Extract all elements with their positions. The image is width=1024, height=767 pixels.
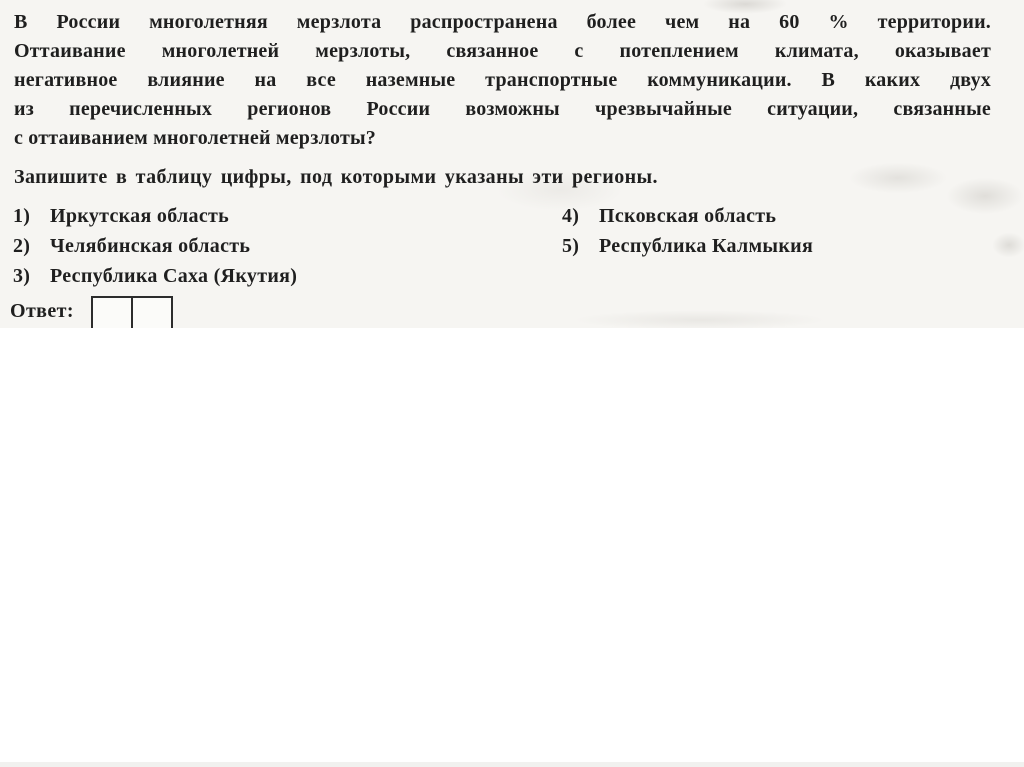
answer-cell-1: [93, 298, 133, 328]
option-number: 1): [13, 205, 31, 227]
option-item-4: [562, 201, 813, 231]
option-item-2: [13, 231, 297, 261]
question-text: [14, 8, 991, 153]
question-line: негативное влияние на все наземные транспортные коммуникации. В каких двух: [14, 69, 991, 91]
answer-table: [91, 296, 173, 328]
question-line: Оттаивание многолетней мерзлоты, связанное с потеплением климата, оказывает: [14, 40, 991, 62]
question-line: из перечисленных регионов России возможны чрезвычайные ситуации, связанные: [14, 98, 991, 120]
option-number: 5): [562, 235, 580, 257]
scanned-exam-page: [0, 0, 1024, 328]
answer-label: Ответ:: [10, 300, 74, 322]
option-item-5: [562, 231, 813, 261]
options-column-left: [13, 201, 297, 291]
option-number: 3): [13, 265, 31, 287]
question-line: В России многолетняя мерзлота распространена более чем на 60 % территории.: [14, 11, 991, 33]
option-item-3: [13, 261, 297, 291]
option-label: Иркутская область: [50, 205, 230, 227]
options-column-right: [562, 201, 813, 261]
answer-cell-2: [133, 298, 171, 328]
option-label: Челябинская область: [50, 235, 251, 257]
option-label: Республика Саха (Якутия): [50, 265, 298, 287]
option-label: Республика Калмыкия: [599, 235, 814, 257]
option-number: 2): [13, 235, 31, 257]
instruction-text: Запишите в таблицу цифры, под которыми указаны эти регионы.: [14, 166, 658, 188]
option-label: Псковская область: [599, 205, 777, 227]
option-item-1: [13, 201, 297, 231]
option-number: 4): [562, 205, 580, 227]
question-line: с оттаиванием многолетней мерзлоты?: [14, 127, 376, 149]
page-bottom-edge: [0, 762, 1024, 767]
